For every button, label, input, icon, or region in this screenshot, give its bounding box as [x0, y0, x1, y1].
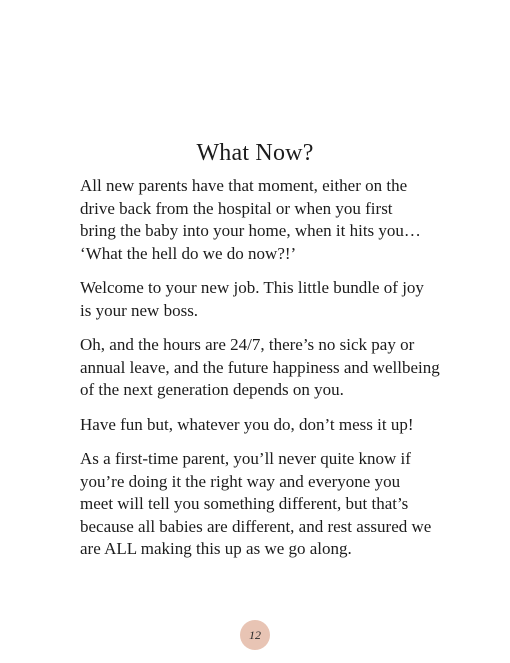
paragraph-intro — [80, 175, 432, 265]
text-line: Oh, and the hours are 24/7, there’s no sick pay or — [80, 335, 415, 354]
page-number-badge — [240, 620, 270, 650]
paragraph-hours — [80, 334, 440, 402]
text-line: you’re doing it the right way and everyone you — [80, 471, 401, 491]
paragraph-new-job — [80, 277, 432, 322]
text-line: bring the baby into your home, when it hits you… — [80, 221, 421, 240]
text-line: Have fun but, whatever you do, don’t mess it up! — [80, 414, 414, 434]
text-line: Welcome to your new job. This little bundle of joy — [80, 278, 424, 297]
text-line: ‘What the hell do we do now?!’ — [80, 243, 297, 263]
chapter-title: What Now? — [196, 140, 314, 166]
paragraph-have-fun — [80, 414, 432, 437]
page-number: 12 — [249, 628, 261, 642]
text-line: All new parents have that moment, either on the — [80, 176, 408, 195]
text-line: drive back from the hospital or when you first — [80, 198, 393, 218]
text-line: is your new boss. — [80, 300, 199, 320]
text-line: As a first-time parent, you’ll never quite know if — [80, 449, 411, 468]
text-line: annual leave, and the future happiness and wellbeing — [80, 357, 440, 377]
text-line: meet will tell you something different, but that’s — [80, 494, 409, 513]
paragraph-first-time-parent — [80, 448, 432, 561]
text-line: of the next generation depends on you. — [80, 380, 344, 399]
text-line: because all babies are different, and rest assured we — [80, 516, 432, 536]
text-line: are ALL making this up as we go along. — [80, 539, 352, 558]
body-text — [80, 175, 440, 573]
